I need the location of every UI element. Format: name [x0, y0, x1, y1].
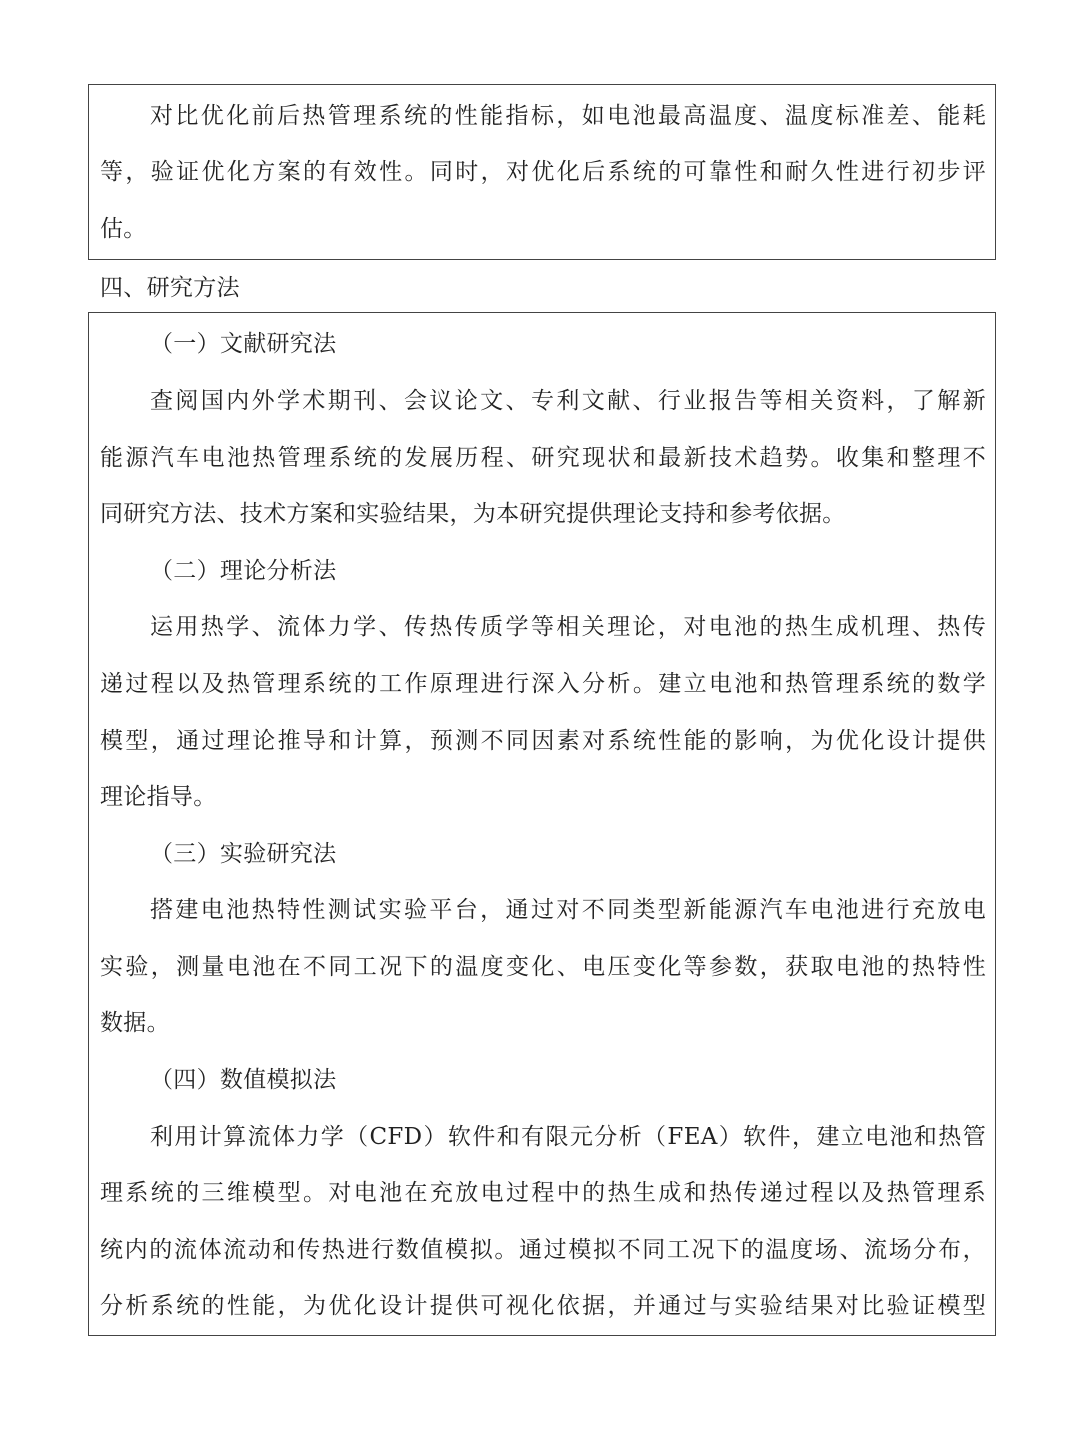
paragraph-line: 理论指导。	[100, 784, 217, 810]
subsection-heading: （二）理论分析法	[150, 558, 337, 584]
paragraph-line: 搭建电池热特性测试实验平台，通过对不同类型新能源汽车电池进行充放电	[150, 897, 986, 923]
section-title: 四、研究方法	[100, 275, 240, 301]
paragraph-line: 数据。	[100, 1010, 170, 1036]
subsection-heading: （一）文献研究法	[150, 331, 337, 357]
paragraph-line: 等，验证优化方案的有效性。同时，对优化后系统的可靠性和耐久性进行初步评	[100, 159, 986, 185]
paragraph-line: 运用热学、流体力学、传热传质学等相关理论，对电池的热生成机理、热传	[150, 614, 986, 640]
paragraph-line: 统内的流体流动和传热进行数值模拟。通过模拟不同工况下的温度场、流场分布，	[100, 1237, 986, 1263]
subsection-heading: （四）数值模拟法	[150, 1067, 337, 1093]
paragraph-line: 同研究方法、技术方案和实验结果，为本研究提供理论支持和参考依据。	[100, 501, 846, 527]
paragraph-line: 递过程以及热管理系统的工作原理进行深入分析。建立电池和热管理系统的数学	[100, 671, 986, 697]
paragraph-line: 能源汽车电池热管理系统的发展历程、研究现状和最新技术趋势。收集和整理不	[100, 445, 986, 471]
paragraph-line: 理系统的三维模型。对电池在充放电过程中的热生成和热传递过程以及热管理系	[100, 1180, 986, 1206]
paragraph-line: 利用计算流体力学（CFD）软件和有限元分析（FEA）软件，建立电池和热管	[150, 1124, 986, 1150]
subsection-heading: （三）实验研究法	[150, 841, 337, 867]
paragraph-line: 分析系统的性能，为优化设计提供可视化依据，并通过与实验结果对比验证模型	[100, 1293, 986, 1319]
paragraph-line: 查阅国内外学术期刊、会议论文、专利文献、行业报告等相关资料，了解新	[150, 388, 986, 414]
paragraph-line: 实验，测量电池在不同工况下的温度变化、电压变化等参数，获取电池的热特性	[100, 954, 986, 980]
paragraph-line: 模型，通过理论推导和计算，预测不同因素对系统性能的影响，为优化设计提供	[100, 728, 986, 754]
paragraph-line: 对比优化前后热管理系统的性能指标，如电池最高温度、温度标准差、能耗	[150, 103, 986, 129]
paragraph-line: 估。	[100, 216, 147, 242]
